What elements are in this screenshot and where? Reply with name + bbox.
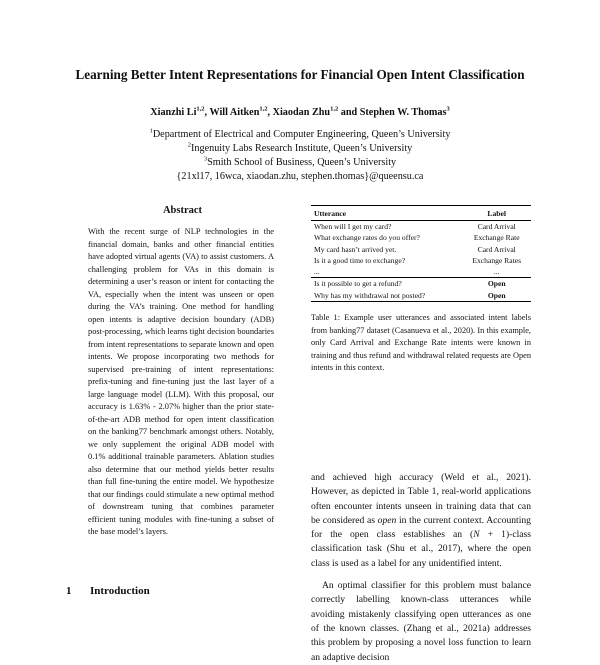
utterance-cell: Is it possible to get a refund? xyxy=(311,278,461,290)
affiliations xyxy=(0,128,600,184)
affil-text: Ingenuity Labs Research Institute, Queen’s University xyxy=(191,143,413,154)
author-separator: , xyxy=(204,107,210,118)
author-affil-mark: 3 xyxy=(446,105,450,113)
author-name: Xianzhi Li xyxy=(150,107,197,118)
table-row xyxy=(311,278,531,290)
utterance-cell: ... xyxy=(314,267,320,277)
affil-text: Department of Electrical and Computer Engineering, Queen’s University xyxy=(152,129,451,140)
label-cell: Open xyxy=(461,290,531,302)
utterance-cell: When will I get my card? xyxy=(314,222,392,231)
body-text xyxy=(311,471,531,665)
paper-title: Learning Better Intent Representations for Financial Open Intent Classification xyxy=(75,67,525,82)
author-name: Will Aitken xyxy=(209,107,260,118)
abstract-text: With the recent surge of NLP technologies in the financial domain, banks and other financial entities have adopted virtual agents (VA) to assist customers. A challenging problem for VAs in this domain is determining a user’s reason or intent for contacting the VA, especially when the intent was unseen or open during the VA’s training. One method for handling open intents is adaptive decision boundary (ADB) post-processing, which learns tight decision boundaries from intent representations to separate known and open intents. We propose incorporating two methods for supervised pre-training of intent representations: prefix-tuning and fine-tuning just the last layer of a large language model (LLM). With this proposal, our accuracy is 1.63% - 2.07% higher than the prior state-of-the-art ADB method for open intent classification on the banking77 benchmark amongst others. Notably, we only supplement the original ADB model with 0.1% additional trainable parameters. Ablation studies also determine that our method yields better results than full fine-tuning the entire model. We hypothesize that our findings could stimulate a new optimal method of downstream tuning that combines parameter efficient tuning modules with fine-tuning a subset of the base model’s layers. xyxy=(88,227,274,536)
affiliation-line xyxy=(0,142,600,156)
label-cell: Open xyxy=(461,278,531,290)
author-affil-mark: 1,2 xyxy=(330,105,339,113)
table-row xyxy=(311,232,531,243)
affil-text: Smith School of Business, Queen’s University xyxy=(207,157,397,168)
table-row xyxy=(311,266,531,278)
author-emails[interactable]: {21xl17, 16wca, xiaodan.zhu, stephen.thomas}@queensu.ca xyxy=(176,171,424,182)
author-name: Stephen W. Thomas xyxy=(359,107,447,118)
author-separator: and xyxy=(338,107,360,118)
example-table xyxy=(311,205,531,302)
label-cell: Card Arrival xyxy=(477,244,516,254)
utterance-cell: What exchange rates do you offer? xyxy=(314,233,420,243)
label-cell: Exchange Rates xyxy=(472,255,522,265)
emphasis: open xyxy=(377,514,397,526)
math-symbol: N xyxy=(473,529,480,541)
label-cell: Exchange Rate xyxy=(473,233,520,243)
affil-mark: 2 xyxy=(187,141,191,149)
table-row xyxy=(311,255,531,266)
col-header-utterance: Utterance xyxy=(311,206,461,221)
label-cell: Card Arrival xyxy=(477,222,516,231)
author-affil-mark: 1,2 xyxy=(259,105,268,113)
text-run: in the current context. Accounting for the open class establishes an ( xyxy=(311,514,531,541)
abstract-heading: Abstract xyxy=(162,205,203,216)
col-header-label: Label xyxy=(461,206,531,221)
table-caption: Table 1: Example user utterances and associated intent labels from banking77 dataset (Casanueva et al., 2020). In this example, only Card Arrival and Exchange Rate intents were known in training and thus refund and withdrawal related requests are Open intents in this context. xyxy=(311,313,531,372)
section-number: 1 xyxy=(66,585,72,597)
author-name: Xiaodan Zhu xyxy=(272,107,331,118)
text-run: and achieved high accuracy (Weld et al., 2021). However, as depicted in Table 1, real-world applications often encounter intents unseen in training data that can be considered as xyxy=(311,472,531,526)
section-heading xyxy=(66,585,150,597)
author-separator: , xyxy=(267,107,273,118)
section-title: Introduction xyxy=(90,585,150,597)
author-list xyxy=(0,107,600,118)
affil-mark: 3 xyxy=(203,155,208,163)
author-affil-mark: 1,2 xyxy=(196,105,205,113)
paragraph: An optimal classifier for this problem must balance correctly labelling known-class utterances while avoiding mistakenly classifying open utterances as one of the known classes. (Zhang et al., 2021a) addresses this problem by proposing a novel loss function to learn an adaptive decision xyxy=(311,580,531,663)
affiliation-line xyxy=(0,156,600,170)
utterance-cell: Is it a good time to exchange? xyxy=(314,255,406,265)
table-row xyxy=(311,221,531,233)
affil-mark: 1 xyxy=(149,127,153,135)
table-row xyxy=(311,244,531,255)
affiliation-line xyxy=(0,128,600,142)
paragraph xyxy=(311,471,531,571)
utterance-cell: My card hasn’t arrived yet. xyxy=(314,244,397,254)
label-cell: ... xyxy=(493,267,500,277)
text-run: + 1)-class classification task (Shu et al., 2017), where the open class is used as a label for any unidentified intent. xyxy=(311,529,531,569)
utterance-cell: Why has my withdrawal not posted? xyxy=(311,290,461,302)
table-row xyxy=(311,290,531,302)
